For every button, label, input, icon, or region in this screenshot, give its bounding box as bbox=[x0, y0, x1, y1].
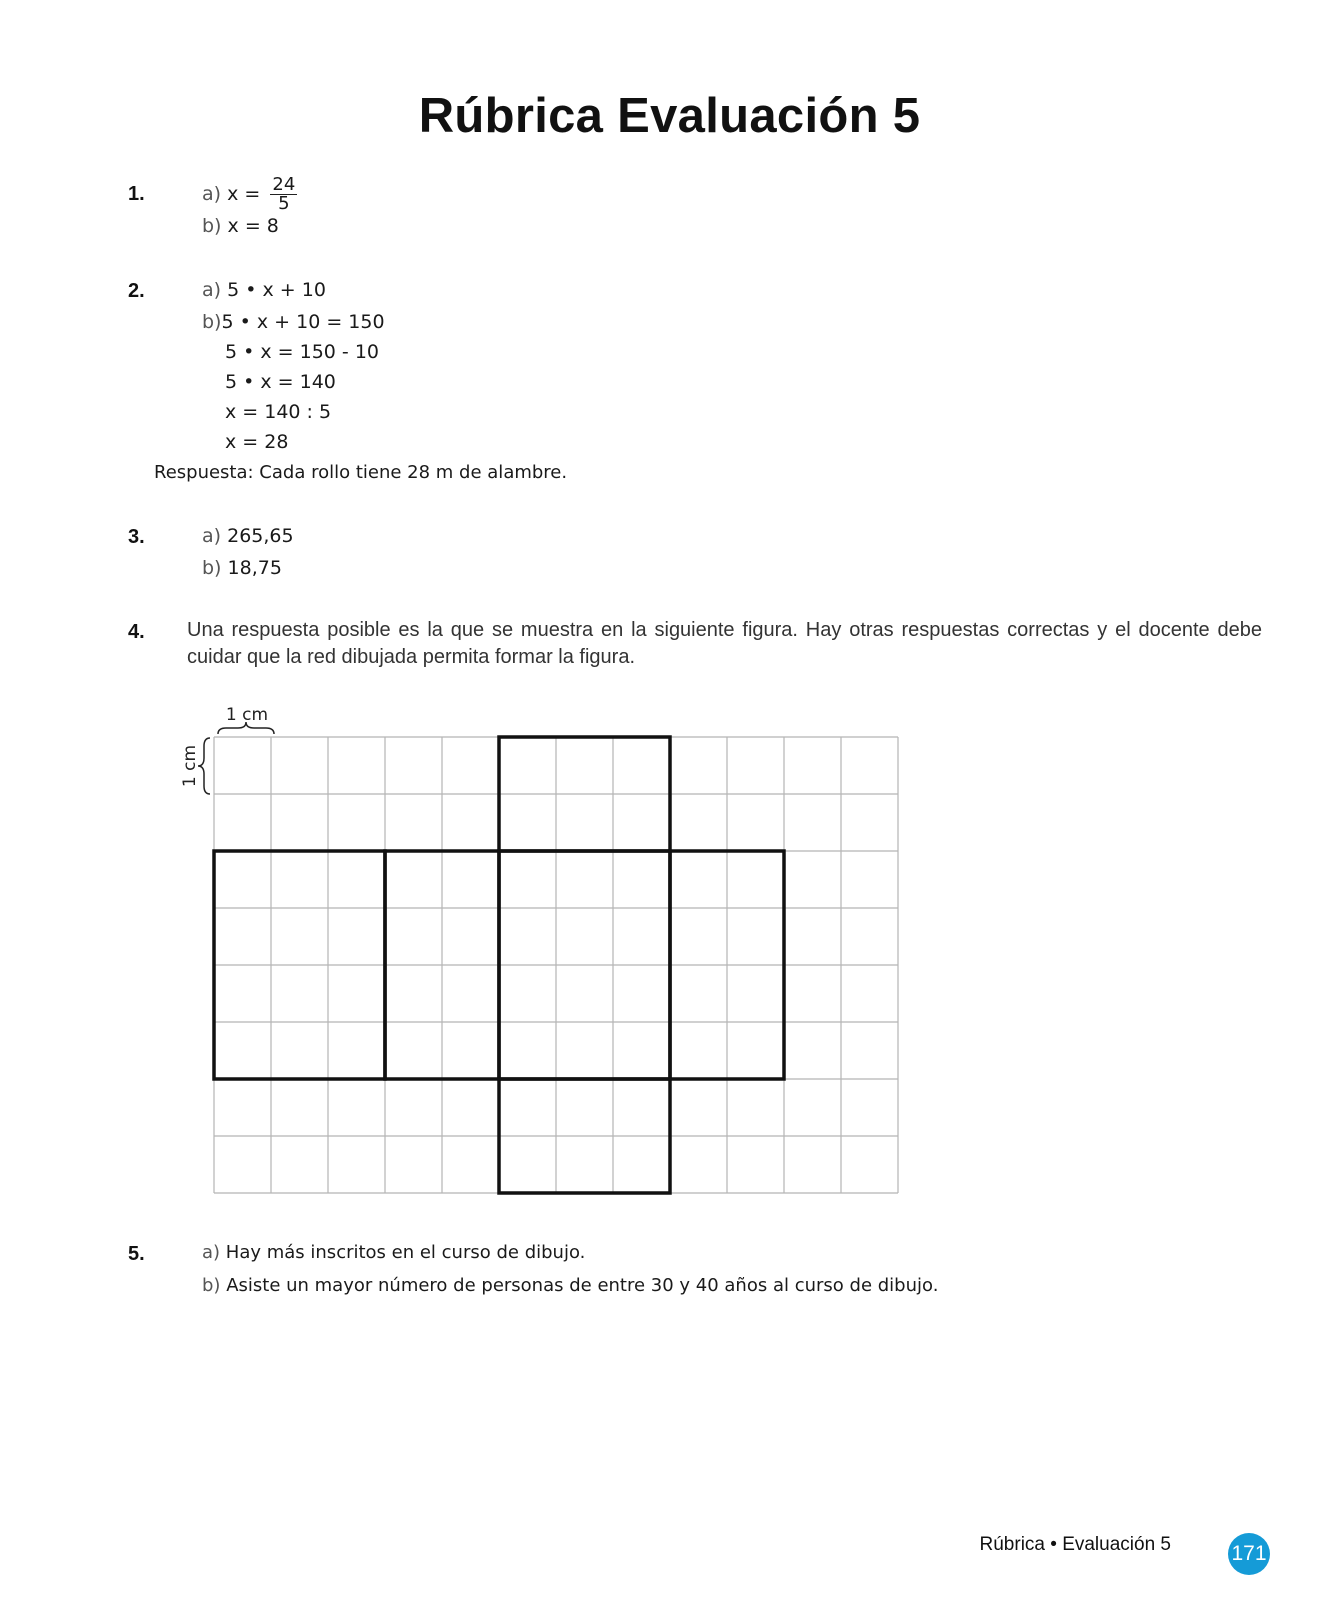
q1-numerator: 24 bbox=[272, 174, 296, 195]
q5-a-text: Hay más inscritos en el curso de dibujo. bbox=[225, 1242, 586, 1263]
q5-b-text: Asiste un mayor número de personas de entre 30 y 40 años al curso de dibujo. bbox=[226, 1275, 939, 1296]
q2-step: x = 140 : 5 bbox=[225, 401, 332, 423]
q3-b-text: 18,75 bbox=[227, 557, 282, 579]
q2-step: x = 28 bbox=[225, 431, 289, 453]
q2-step: 5 • x = 140 bbox=[225, 371, 336, 393]
q1-b-label: b) bbox=[202, 215, 222, 237]
scale-label-horizontal: 1 cm bbox=[225, 705, 269, 725]
q1-part-a bbox=[202, 176, 297, 213]
page-title: Rúbrica Evaluación 5 bbox=[418, 89, 921, 143]
item-number-4: 4. bbox=[128, 621, 145, 643]
q2-part-b bbox=[202, 311, 385, 333]
q1-denominator: 5 bbox=[278, 193, 290, 214]
item-number-5: 5. bbox=[128, 1243, 145, 1265]
q5-part-b bbox=[202, 1275, 938, 1296]
q2-answer: Respuesta: Cada rollo tiene 28 m de alambre. bbox=[154, 462, 568, 483]
item-number-2: 2. bbox=[128, 280, 145, 302]
item-number-3: 3. bbox=[128, 526, 145, 548]
q3-a-label: a) bbox=[202, 525, 222, 547]
q1-a-label: a) bbox=[202, 183, 222, 205]
q2-a-text: 5 • x + 10 bbox=[227, 279, 326, 301]
q1-fraction bbox=[270, 176, 297, 213]
q5-part-a bbox=[202, 1242, 585, 1263]
q2-b-label: b) bbox=[202, 311, 222, 333]
q3-b-label: b) bbox=[202, 557, 222, 579]
q1-b-text: x = 8 bbox=[227, 215, 279, 237]
q4-text: Una respuesta posible es la que se muestra en la siguiente figura. Hay otras respuestas correctas y el docente debe cuidar que la red dibujada permita formar la figura. bbox=[187, 619, 1262, 668]
q2-part-a bbox=[202, 279, 326, 301]
scale-label-vertical: 1 cm bbox=[180, 744, 200, 788]
cube-net-figure bbox=[180, 705, 925, 1221]
q3-part-b bbox=[202, 557, 282, 579]
q3-a-text: 265,65 bbox=[227, 525, 294, 547]
page-number-badge: 171 bbox=[1228, 1533, 1270, 1575]
footer-label: Rúbrica • Evaluación 5 bbox=[979, 1534, 1171, 1555]
q2-b-text: 5 • x + 10 = 150 bbox=[221, 311, 385, 333]
item-number-1: 1. bbox=[128, 183, 145, 205]
q1-part-b bbox=[202, 215, 279, 237]
q5-b-label: b) bbox=[202, 1275, 221, 1296]
q5-a-label: a) bbox=[202, 1242, 221, 1263]
q2-a-label: a) bbox=[202, 279, 222, 301]
grid-lines bbox=[214, 737, 898, 1193]
q2-step: 5 • x = 150 - 10 bbox=[225, 341, 379, 363]
q3-part-a bbox=[202, 525, 294, 547]
q1-a-text: x = bbox=[227, 183, 261, 205]
